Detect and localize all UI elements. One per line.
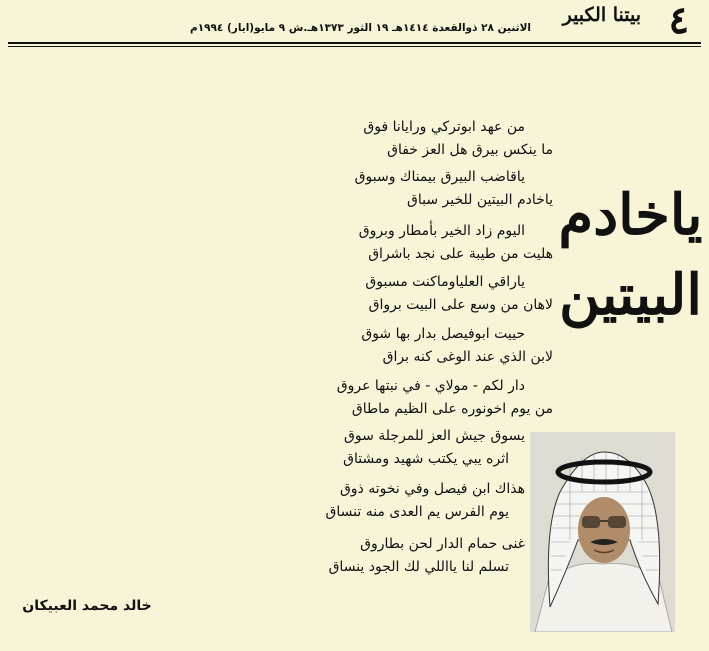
poem-line: اثره يبي يكتب شهيد ومشتاق: [343, 451, 509, 467]
page-header: [0, 0, 709, 44]
author-portrait-icon: [530, 432, 675, 632]
poem-line: ياخادم البيتين للخير سباق: [406, 192, 553, 208]
poem-line: هذاك ابن فيصل وفي نخوته ذوق: [339, 481, 525, 497]
header-rule-thin: [8, 46, 701, 47]
poem-line: اليوم زاد الخير بأمطار وبروق: [358, 223, 525, 239]
page-number: ٤: [668, 0, 689, 42]
poem-line: لابن الذي عند الوغى كنه براق: [382, 349, 553, 365]
poem-line: هليت من طيبة على نجد باشراق: [368, 246, 553, 262]
poem-line: ياراقي العلياوماكنت مسبوق: [365, 274, 525, 290]
poem-line: تسلم لنا يااللي لك الجود ينساق: [328, 559, 509, 575]
poem-line: حييت ابوفيصل بدار بها شوق: [361, 326, 525, 342]
poem-title-line-2: البيتين: [559, 262, 702, 328]
poem-title-line-1: ياخادم: [558, 182, 703, 248]
section-title: بيتنا الكبير: [562, 4, 641, 26]
poem-line: ما ينكس بيرق هل العز خفاق: [387, 142, 553, 158]
poem-line: ياقاضب البيرق بيمناك وسبوق: [354, 169, 525, 185]
poem-line: غنى حمام الدار لحن بطاروق: [360, 536, 525, 552]
poem-line: يوم الفرس يم العدى منه تنساق: [325, 504, 509, 520]
author-photo: [530, 432, 675, 632]
poem-line: دار لكم - مولاي - في نبتها عروق: [336, 378, 525, 394]
poem-line: من عهد ابوتركي ورايانا فوق: [363, 119, 525, 135]
poem-line: لاهان من وسع على البيت برواق: [368, 297, 553, 313]
poem-title: [558, 175, 703, 375]
author-signature: خالد محمد العبيكان: [22, 598, 152, 614]
poem-line: يسوق جيش العز للمرجلة سوق: [344, 428, 525, 444]
header-rule: [8, 42, 701, 44]
poem-line: من يوم اخونوره على الظيم ماطاق: [351, 401, 553, 417]
date-line: الاثنين ٢٨ ذوالقعدة ١٤١٤هـ ١٩ الثور ١٣٧٣هـ.ش ٩ مايو(ايار) ١٩٩٤م: [189, 22, 531, 34]
